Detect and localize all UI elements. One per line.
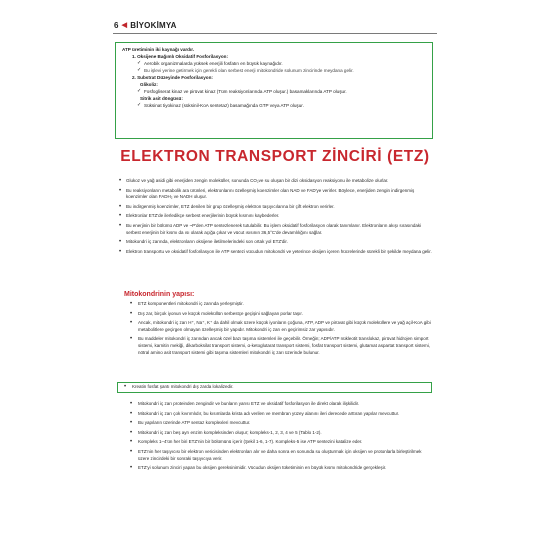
check-icon: ✓ xyxy=(137,102,142,108)
bullet-icon: • xyxy=(124,384,127,390)
atp-box-title: ATP üretiminin iki kaynağı vardır. xyxy=(122,47,195,52)
mitochondria-bullet-list-2 xyxy=(130,401,432,475)
list-item: • Bu reaksiyonların metabolik ara ürünleri, elektronlarını özelleşmiş koenzimler olan NAD ve FAD'ye verirler. Böylece, enerjiden zengin indirgenmiş koenzimler olan FADH₂ ve NADH oluşur. xyxy=(119,188,432,201)
glikoliz-label: Glikoliz: xyxy=(140,82,158,87)
sitrik-label: Sitrik asit döngüsü: xyxy=(140,96,183,101)
header-divider xyxy=(113,33,437,34)
list-item: • Kompleks 1–4'ün her biri ETZ'nin bir bölümünü içerir (Şekil 1-6, 1-7). Kompleks-5 ise ATP sentezini katalize eder. xyxy=(130,439,432,446)
list-item: • Glukoz ve yağ asidi gibi enerjiden zengin moleküller, sonunda CO₂ve su oluşan bir dizi oksidasyon reaksiyonu ile metabolize olurlar. xyxy=(119,178,432,185)
atp-section-2-title: 2. Substrat Düzeyinde Fosforilasyon: xyxy=(132,75,213,80)
list-item: • ETZ'yi solunum zinciri yapan bu oksijen gereksinimidir. Vücudun oksijen tüketiminin en büyük kısmı mitokondride gerçekleşir. xyxy=(130,465,432,472)
atp-s2-item-2: ✓ Süksinat tiyokinaz (süksinil-KoA sentetaz) basamağında GTP veya ATP oluşur. xyxy=(137,102,304,108)
list-item: • Bu maddeler mitokondri iç zarından ancak özel bazı taşıma sistemleri ile geçebilir. Örneğin; ADP/ATP nükleotit translokaz, pirüvat hidrojen simport sistemi, karnitin mekiği, dikarboksilat transport sistemi, α-ketoglutarat transport sistemi, fosfat transport sistemi, glutamat aspartat transport sistemi, nötral amino asit transport sistemi gibi taşıma sistemleri mitokondri iç zarı üzerinde bulunur. xyxy=(130,336,432,356)
list-item: • Ancak, mitokondri iç zarı H⁺, Na⁺, K⁺ da dahil olmak üzere küçük iyonların çoğuna, ATP, ADP ve pirüvat gibi küçük moleküllere ve yağ açil-KoA gibi metabolitlere geçirgen olmayan özelleşmiş bir yapıdır. Mitokondri iç zarı en geçirimsiz zar yapısıdır. xyxy=(130,320,432,333)
kreatin-note-box xyxy=(117,382,432,393)
chapter-title: BİYOKİMYA xyxy=(130,20,177,30)
kreatin-note: Kreatin fosfat şantı mitokondri dış zarda lokalizedir. xyxy=(132,384,234,389)
check-icon: ✓ xyxy=(137,60,142,66)
list-item: • Mitokondri iç zarı proteinden zengindir ve bunların yarısı ETZ ve oksidatif fosforilasyon ile direkt olarak ilişkilidir. xyxy=(130,401,432,408)
atp-s1-item-2: ✓ Bu işlevi yerine getirmek için gerekli olan serbest enerji mitokondride solunum zincirinde meydana gelir. xyxy=(137,67,354,73)
atp-s1-item-1: ✓ Aerobik organizmalarda yüksek enerjili fosfatın en büyük kaynağıdır. xyxy=(137,60,283,66)
check-icon: ✓ xyxy=(137,88,142,94)
list-item: • Bu indirgenmiş koenzimler, ETZ denilen bir grup özelleşmiş elektron taşıyıcılarına bir çift elektron verirler. xyxy=(119,204,432,211)
mitochondria-subheading: Mitokondrinin yapısı: xyxy=(124,291,195,298)
atp-s2-item-1: ✓ Fosfogliserat kinaz ve pirüvat kinaz (Tüm reaksiyonlarında ATP oluşur.) basamaklarında ATP oluşur. xyxy=(137,88,347,94)
atp-sources-box xyxy=(115,42,433,139)
section-title: ELEKTRON TRANSPORT ZİNCİRİ (ETZ) xyxy=(120,148,430,165)
list-item: • Elektron transportu ve oksidatif fosforilasyon ile ATP sentezi vücudun mitokondri ve yeterince oksijen içeren hücrelerinde sürekli bir şekilde meydana gelir. xyxy=(119,249,432,256)
atp-section-1-title: 1. Oksijene Bağımlı Oksidatif Fosforilasyon: xyxy=(132,54,228,59)
list-item: • Bu enerjinin bir bölümü ADP ve ~P'den ATP sentezlenerek tutulabilir. Bu işlem oksidatif fosforilasyon olarak tanımlanır. Elektronların akışı sırasındaki serbest enerjinin bir kısmı da ısı olarak açığa çıkar ve vücut ısısının 36,5°C'de devamlılığını sağlar. xyxy=(119,223,432,236)
list-item: • ETZ'nin her taşıyıcısı bir elektron vericisinden elektronları alır ve daha sonra en sonunda su oluşturmak için oksijen ve protonlarla birleştirilmek üzere zincirdeki bir sonraki taşıyıcıya verir. xyxy=(130,449,432,462)
check-icon: ✓ xyxy=(137,67,142,73)
list-item: • ETZ komponentleri mitokondri iç zarında yerleşmiştir. xyxy=(130,301,432,308)
list-item: • Mitokondri iç zarında, elektronların oksijene iletilmelerindeki son ortak yol ETZ'dir. xyxy=(119,239,432,246)
list-item: • Mitokondri iç zarı beş ayrı enzim kompleksinden oluşur; kompleks-1, 2, 3, 4 ve 5 (Tablo 1-2). xyxy=(130,430,432,437)
list-item: • Bu yapıların üzerinde ATP sentaz komplexleri mevcuttur. xyxy=(130,420,432,427)
etz-bullet-list xyxy=(119,178,432,258)
page-header xyxy=(114,19,177,31)
list-item: • Dış zar, birçok iyonun ve küçük moleküllün serbestçe geçişini sağlayan porlar taşır. xyxy=(130,311,432,318)
page-number: 6 xyxy=(114,20,119,30)
list-item: • Elektronlar ETZ'de ilerledikçe serbest enerjilerinin büyük kısmını kaybederler. xyxy=(119,213,432,220)
mitochondria-bullet-list xyxy=(130,301,432,359)
arrow-left-icon: ◀ xyxy=(121,22,128,29)
list-item: • Mitokondri iç zarı çok kıvrımlıdır, bu kısımlarda krista adı verilen ve membran yüzey alanını ileri derecede arttıran yapılar mevcuttur. xyxy=(130,411,432,418)
